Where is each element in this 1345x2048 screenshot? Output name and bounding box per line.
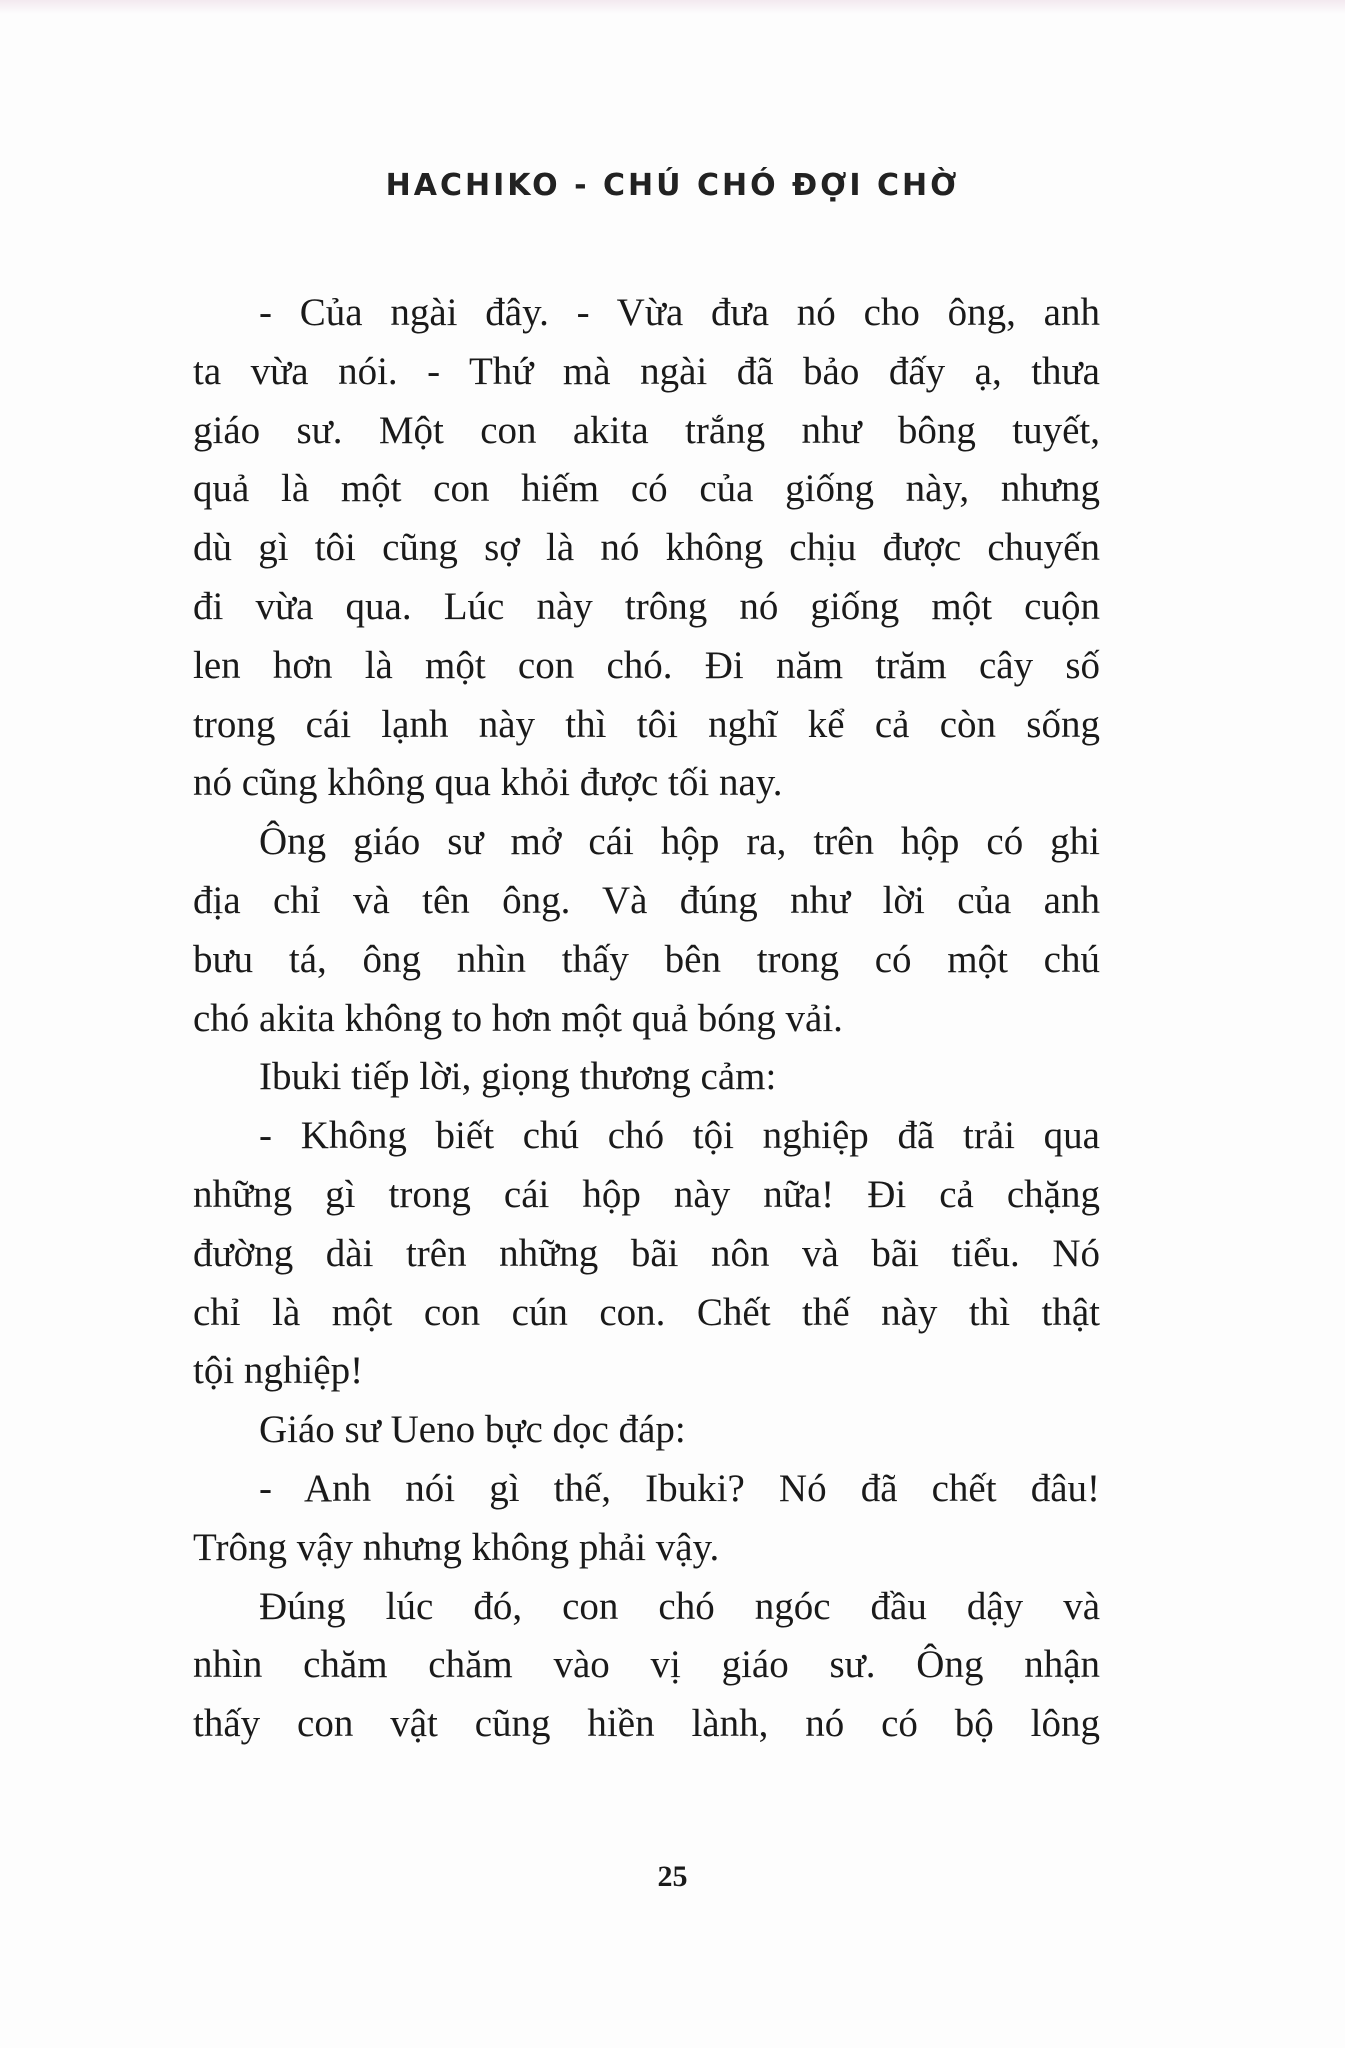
running-header: HACHIKO - CHÚ CHÓ ĐỢI CHỜ <box>385 168 960 203</box>
page-number: 25 <box>657 1860 688 1893</box>
text-line: nó cũng không qua khỏi được tối nay. <box>193 761 783 805</box>
text-line: Ông giáo sư mở cái hộp ra, trên hộp có ghi <box>259 820 1100 864</box>
body-text <box>193 284 1100 1754</box>
text-line: địa chỉ và tên ông. Và đúng như lời của anh <box>193 878 1100 922</box>
text-line: quả là một con hiếm có của giống này, nhưng <box>193 467 1100 511</box>
text-line: tội nghiệp! <box>193 1349 364 1393</box>
text-line: - Của ngài đây. - Vừa đưa nó cho ông, anh <box>259 291 1100 334</box>
text-line: Trông vậy nhưng không phải vậy. <box>193 1525 720 1569</box>
text-line: chỉ là một con cún con. Chết thế này thì thật <box>193 1290 1100 1334</box>
text-line: len hơn là một con chó. Đi năm trăm cây số <box>193 643 1100 687</box>
text-line: Ibuki tiếp lời, giọng thương cảm: <box>259 1055 777 1099</box>
text-line: giáo sư. Một con akita trắng như bông tuyết, <box>193 408 1100 452</box>
text-line: - Không biết chú chó tội nghiệp đã trải qua <box>259 1114 1100 1158</box>
text-line: ta vừa nói. - Thứ mà ngài đã bảo đấy ạ, thưa <box>193 349 1100 393</box>
page-edge-tint <box>0 0 1345 14</box>
text-line: trong cái lạnh này thì tôi nghĩ kể cả còn sống <box>193 702 1100 746</box>
text-line: bưu tá, ông nhìn thấy bên trong có một chú <box>193 937 1100 981</box>
text-line: những gì trong cái hộp này nữa! Đi cả chặng <box>193 1172 1100 1216</box>
text-line: chó akita không to hơn một quả bóng vải. <box>193 996 843 1040</box>
text-line: nhìn chăm chăm vào vị giáo sư. Ông nhận <box>193 1643 1100 1687</box>
text-line: dù gì tôi cũng sợ là nó không chịu được chuyến <box>193 526 1100 570</box>
text-line: - Anh nói gì thế, Ibuki? Nó đã chết đâu! <box>259 1466 1100 1510</box>
text-line: Giáo sư Ueno bực dọc đáp: <box>259 1408 686 1452</box>
text-line: thấy con vật cũng hiền lành, nó có bộ lông <box>193 1702 1100 1746</box>
text-line: đi vừa qua. Lúc này trông nó giống một cuộn <box>193 584 1100 628</box>
text-line: Đúng lúc đó, con chó ngóc đầu dậy và <box>259 1584 1100 1628</box>
text-line: đường dài trên những bãi nôn và bãi tiểu. Nó <box>193 1231 1100 1275</box>
